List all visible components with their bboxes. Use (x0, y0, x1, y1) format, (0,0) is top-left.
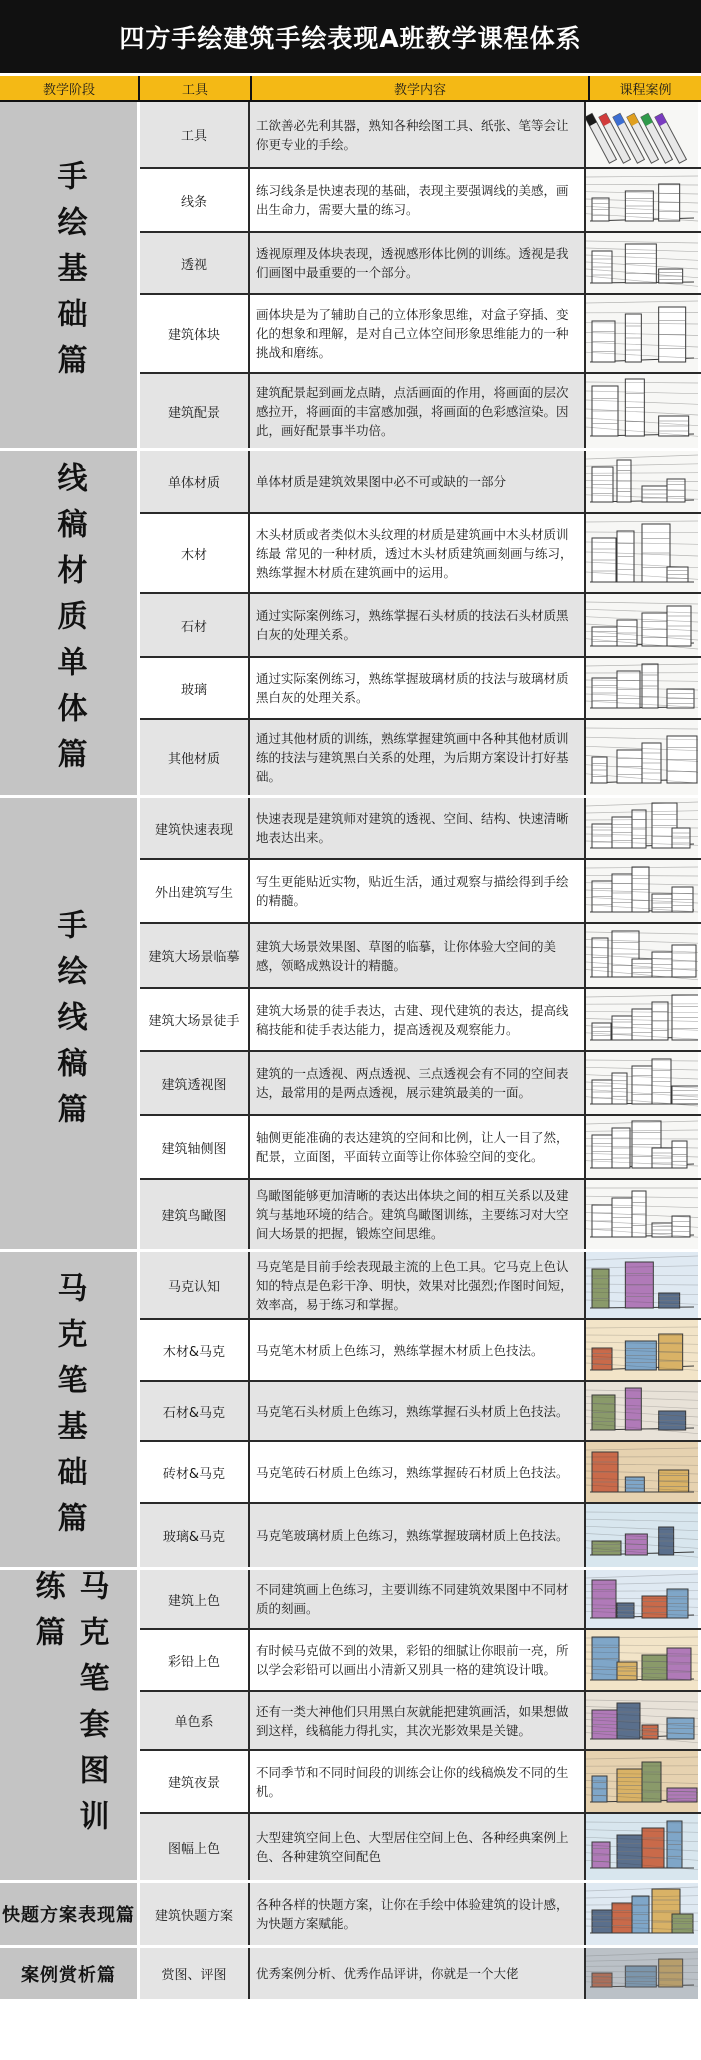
case-sketch (586, 169, 698, 231)
content-cell: 马克笔石头材质上色练习，熟练掌握石头材质上色技法。 (250, 1382, 586, 1440)
content-cell: 鸟瞰图能够更加清晰的表达出体块之间的相互关系以及建筑与基地环境的结合。建筑鸟瞰图训练，主要练习对大空间大场景的把握，锻炼空间思维。 (250, 1180, 586, 1249)
table-body (0, 102, 701, 2002)
stage-rows (140, 1252, 701, 1567)
stage-section (0, 1570, 701, 1883)
table-header (0, 76, 701, 102)
case-image (586, 1570, 698, 1628)
case-sketch (586, 798, 698, 858)
content-cell: 马克笔玻璃材质上色练习，熟练掌握玻璃材质上色技法。 (250, 1504, 586, 1567)
content-cell: 通过实际案例练习，熟练掌握石头材质的技法石头材质黑白灰的处理关系。 (250, 594, 586, 656)
tool-cell: 外出建筑写生 (140, 860, 250, 922)
stage-rows (140, 1948, 701, 1999)
content-cell: 单体材质是建筑效果图中必不可或缺的一部分 (250, 451, 586, 512)
case-image (586, 1692, 698, 1749)
case-sketch (586, 1052, 698, 1114)
watermark-text: 四方手绘考研中心 (555, 2006, 675, 2027)
table-row (140, 1948, 701, 1999)
stage-rows (140, 1883, 701, 1945)
tool-cell: 建筑轴侧图 (140, 1116, 250, 1178)
stage-rows (140, 451, 701, 795)
case-image (586, 1320, 698, 1380)
case-sketch (586, 989, 698, 1050)
tool-cell: 图幅上色 (140, 1814, 250, 1880)
case-image (586, 1442, 698, 1502)
tool-cell: 建筑大场景临摹 (140, 924, 250, 987)
stage-section (0, 1883, 701, 1948)
table-row (140, 1504, 701, 1567)
stage-section (0, 798, 701, 1252)
content-cell: 马克笔砖石材质上色练习，熟练掌握砖石材质上色技法。 (250, 1442, 586, 1502)
tool-cell: 木材 (140, 514, 250, 592)
stage-cell (0, 451, 140, 795)
tool-cell: 建筑快题方案 (140, 1883, 250, 1945)
watermark (532, 2006, 675, 2027)
page-title: 四方手绘建筑手绘表现A班教学课程体系 (0, 0, 701, 76)
case-image (586, 514, 698, 592)
case-image (586, 1052, 698, 1114)
tool-cell: 建筑夜景 (140, 1751, 250, 1812)
case-image (586, 860, 698, 922)
table-row (140, 1442, 701, 1504)
stage-cell (0, 1570, 140, 1880)
case-sketch (586, 860, 698, 922)
case-image (586, 233, 698, 293)
tool-cell: 工具 (140, 102, 250, 167)
tool-cell: 石材&马克 (140, 1382, 250, 1440)
table-row (140, 374, 701, 448)
table-row (140, 720, 701, 795)
case-image (586, 1504, 698, 1567)
table-row (140, 989, 701, 1052)
content-cell: 轴侧更能准确的表达建筑的空间和比例，让人一目了然，配景，立面图，平面转立面等让你体验空间的变化。 (250, 1116, 586, 1178)
case-sketch (586, 514, 698, 592)
table-row (140, 1252, 701, 1320)
tool-cell: 建筑大场景徒手 (140, 989, 250, 1050)
table-row (140, 1382, 701, 1442)
stage-label: 手绘线稿篇 (47, 909, 91, 1139)
tool-cell: 玻璃&马克 (140, 1504, 250, 1567)
stage-rows (140, 102, 701, 448)
table-row (140, 1052, 701, 1116)
stage-cell (0, 102, 140, 448)
tool-cell: 透视 (140, 233, 250, 293)
table-row (140, 1630, 701, 1692)
case-image (586, 720, 698, 795)
case-sketch (586, 1320, 698, 1380)
stage-cell (0, 1883, 140, 1945)
content-cell: 练习线条是快速表现的基础，表现主要强调线的美感，画出生命力，需要大量的练习。 (250, 169, 586, 231)
content-cell: 马克笔木材质上色练习，熟练掌握木材质上色技法。 (250, 1320, 586, 1380)
case-sketch (586, 1442, 698, 1502)
table-row (140, 924, 701, 989)
stage-label: 马克笔基础篇 (47, 1272, 91, 1548)
case-image (586, 1252, 698, 1318)
case-sketch (586, 102, 698, 167)
case-sketch (586, 1883, 698, 1945)
case-sketch (586, 658, 698, 718)
case-image (586, 924, 698, 987)
case-image (586, 658, 698, 718)
tool-cell: 石材 (140, 594, 250, 656)
content-cell: 还有一类大神他们只用黑白灰就能把建筑画活，如果想做到这样，线稿能力得扎实，其次光影效果是关键。 (250, 1692, 586, 1749)
case-image (586, 451, 698, 512)
case-sketch (586, 233, 698, 293)
case-sketch (586, 295, 698, 372)
case-sketch (586, 1382, 698, 1440)
case-image (586, 1948, 698, 1999)
case-sketch (586, 594, 698, 656)
tool-cell: 建筑体块 (140, 295, 250, 372)
table-row (140, 102, 701, 169)
content-cell: 工欲善必先利其器，熟知各种绘图工具、纸张、笔等会让你更专业的手绘。 (250, 102, 586, 167)
stage-section (0, 102, 701, 451)
content-cell: 通过实际案例练习，熟练掌握玻璃材质的技法与玻璃材质黑白灰的处理关系。 (250, 658, 586, 718)
table-row (140, 1116, 701, 1180)
tool-cell: 单体材质 (140, 451, 250, 512)
case-sketch (586, 1252, 698, 1318)
case-sketch (586, 374, 698, 448)
stage-rows (140, 798, 701, 1249)
case-image (586, 169, 698, 231)
tool-cell: 建筑鸟瞰图 (140, 1180, 250, 1249)
table-row (140, 1692, 701, 1751)
case-sketch (586, 1180, 698, 1249)
header-case: 课程案例 (590, 76, 701, 100)
case-sketch (586, 924, 698, 987)
case-sketch (586, 1116, 698, 1178)
case-image (586, 594, 698, 656)
table-row (140, 1320, 701, 1382)
case-image (586, 102, 698, 167)
content-cell: 建筑的一点透视、两点透视、三点透视会有不同的空间表达，最常用的是两点透视，展示建筑最美的一面。 (250, 1052, 586, 1114)
tool-cell: 单色系 (140, 1692, 250, 1749)
tool-cell: 砖材&马克 (140, 1442, 250, 1502)
table-row (140, 295, 701, 374)
case-image (586, 1814, 698, 1880)
tool-cell: 建筑配景 (140, 374, 250, 448)
stage-section (0, 1252, 701, 1570)
case-sketch (586, 1751, 698, 1812)
stage-rows (140, 1570, 701, 1880)
case-sketch (586, 720, 698, 795)
content-cell: 大型建筑空间上色、大型居住空间上色、各种经典案例上色、各种建筑空间配色 (250, 1814, 586, 1880)
content-cell: 木头材质或者类似木头纹理的材质是建筑画中木头材质训练最 常见的一种材质，透过木头材质建筑画刻画与练习，熟练掌握木材质在建筑画中的运用。 (250, 514, 586, 592)
table-row (140, 860, 701, 924)
content-cell: 各种各样的快题方案，让你在手绘中体验建筑的设计感，为快题方案赋能。 (250, 1883, 586, 1945)
content-cell: 不同建筑画上色练习，主要训练不同建筑效果图中不同材质的刻画。 (250, 1570, 586, 1628)
content-cell: 画体块是为了辅助自己的立体形象思维，对盒子穿插、变化的想象和理解，是对自己立体空间形象思维能力的一种挑战和磨练。 (250, 295, 586, 372)
wechat-logo-icon (532, 2009, 550, 2025)
table-row (140, 451, 701, 514)
table-row (140, 1180, 701, 1249)
table-row (140, 594, 701, 658)
content-cell: 马克笔是目前手绘表现最主流的上色工具。它马克上色认知的特点是色彩干净、明快，效果对比强烈;作图时间短，效率高，易于练习和掌握。 (250, 1252, 586, 1318)
tool-cell: 线条 (140, 169, 250, 231)
table-row (140, 1814, 701, 1880)
tool-cell: 彩铅上色 (140, 1630, 250, 1690)
stage-label: 快题方案表现篇 (2, 1901, 135, 1927)
tool-cell: 玻璃 (140, 658, 250, 718)
header-stage: 教学阶段 (0, 76, 140, 100)
case-image (586, 1751, 698, 1812)
content-cell: 透视原理及体块表现，透视感形体比例的训练。透视是我们画图中最重要的一个部分。 (250, 233, 586, 293)
content-cell: 建筑大场景效果图、草图的临摹，让你体验大空间的美感，领略成熟设计的精髓。 (250, 924, 586, 987)
table-row (140, 169, 701, 233)
case-sketch (586, 1814, 698, 1880)
stage-label: 线稿材质单体篇 (47, 462, 91, 784)
case-sketch (586, 1504, 698, 1567)
case-image (586, 798, 698, 858)
case-image (586, 989, 698, 1050)
case-image (586, 1630, 698, 1690)
stage-label: 案例赏析篇 (21, 1961, 116, 1987)
table-row (140, 798, 701, 860)
content-cell: 优秀案例分析、优秀作品评讲，你就是一个大佬 (250, 1948, 586, 1999)
table-row (140, 1570, 701, 1630)
case-image (586, 1382, 698, 1440)
case-image (586, 374, 698, 448)
case-sketch (586, 1570, 698, 1628)
case-sketch (586, 1948, 698, 1999)
case-sketch (586, 1630, 698, 1690)
tool-cell: 建筑快速表现 (140, 798, 250, 858)
stage-section (0, 451, 701, 798)
content-cell: 快速表现是建筑师对建筑的透视、空间、结构、快速清晰地表达出来。 (250, 798, 586, 858)
case-image (586, 1180, 698, 1249)
header-content: 教学内容 (252, 76, 590, 100)
table-row (140, 233, 701, 295)
tool-cell: 其他材质 (140, 720, 250, 795)
stage-section (0, 1948, 701, 2002)
case-image (586, 295, 698, 372)
table-row (140, 1751, 701, 1814)
table-row (140, 514, 701, 594)
case-sketch (586, 451, 698, 512)
stage-label: 手绘基础篇 (47, 160, 91, 390)
stage-cell (0, 1948, 140, 1999)
tool-cell: 赏图、评图 (140, 1948, 250, 1999)
content-cell: 建筑大场景的徒手表达，古建、现代建筑的表达，提高线稿技能和徒手表达能力，提高透视及观察能力。 (250, 989, 586, 1050)
tool-cell: 建筑透视图 (140, 1052, 250, 1114)
content-cell: 不同季节和不同时间段的训练会让你的线稿焕发不同的生机。 (250, 1751, 586, 1812)
tool-cell: 木材&马克 (140, 1320, 250, 1380)
header-tool: 工具 (140, 76, 252, 100)
case-image (586, 1116, 698, 1178)
case-sketch (586, 1692, 698, 1749)
table-row (140, 1883, 701, 1945)
content-cell: 写生更能贴近实物，贴近生活，通过观察与描绘得到手绘的精髓。 (250, 860, 586, 922)
stage-label: 马克笔套图训练篇 (25, 1570, 113, 1880)
tool-cell: 建筑上色 (140, 1570, 250, 1628)
stage-cell (0, 798, 140, 1249)
table-row (140, 658, 701, 720)
content-cell: 有时候马克做不到的效果，彩铅的细腻让你眼前一亮，所以学会彩铅可以画出小清新又别具一格的建筑设计哦。 (250, 1630, 586, 1690)
stage-cell (0, 1252, 140, 1567)
case-image (586, 1883, 698, 1945)
content-cell: 通过其他材质的训练，熟练掌握建筑画中各种其他材质训练的技法与建筑黑白关系的处理，为后期方案设计打好基础。 (250, 720, 586, 795)
content-cell: 建筑配景起到画龙点睛，点活画面的作用，将画面的层次感拉开，将画面的丰富感加强，将画面的色彩感渲染。因此，画好配景事半功倍。 (250, 374, 586, 448)
tool-cell: 马克认知 (140, 1252, 250, 1318)
